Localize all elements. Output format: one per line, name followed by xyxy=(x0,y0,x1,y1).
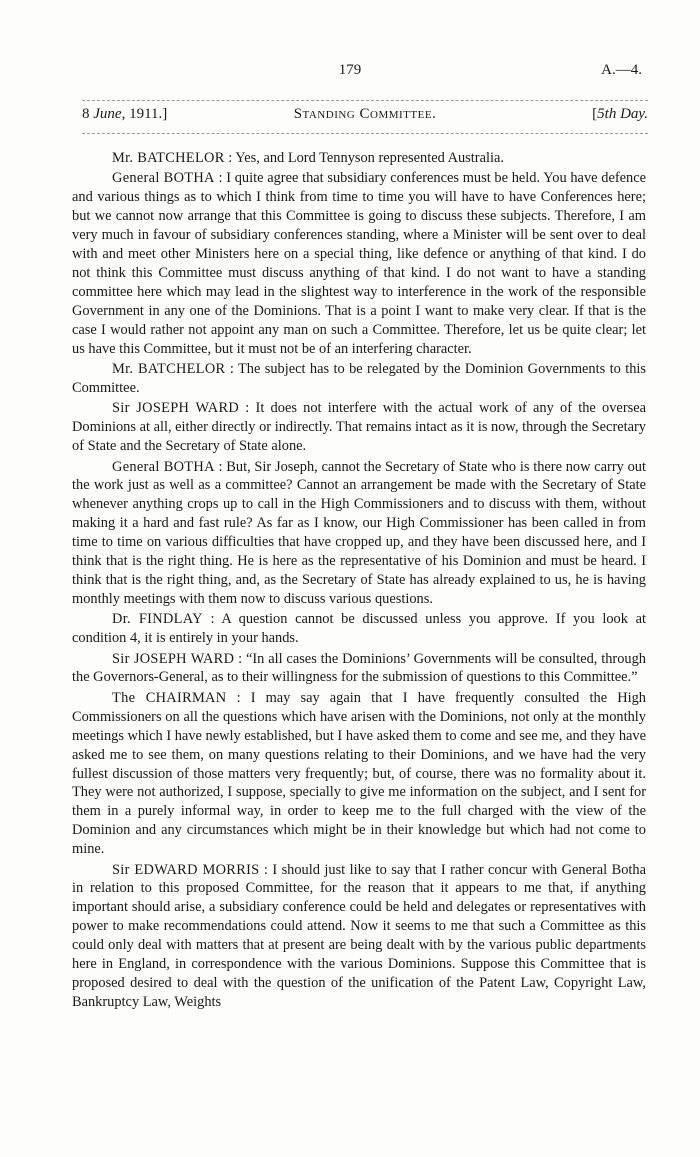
speaker-name: Sir JOSEPH WARD xyxy=(112,400,240,417)
speaker-name: General BOTHA xyxy=(112,458,215,475)
paragraph xyxy=(72,650,646,688)
speech-text: : I should just like to say that I rather concur with General Botha in relation to this proposed Committee, for the reason that it appears to me that, if anything important should arise, a subsidiary conference could be held and delegates or representatives with power to make recommendations could attend. Now it seems to me that such a Committee as this could only deal with matters that at present are being dealt with by the various public departments here in England, in correspondence with the various Dominions. Suppose this Committee that is proposed desired to deal with the question of the unification of the Patent Law, Copyright Law, Bankruptcy Law, Weights xyxy=(72,861,646,1010)
paragraph xyxy=(72,149,646,168)
speaker-name: Sir JOSEPH WARD xyxy=(112,650,235,667)
header-rule xyxy=(82,133,648,134)
speaker-name: Dr. FINDLAY xyxy=(112,611,203,628)
speech-text: : The subject has to be relegated by the Dominion Governments to this Committee. xyxy=(72,360,646,396)
running-head-day: [5th Day. xyxy=(592,106,648,122)
running-head-title: Standing Committee. xyxy=(293,106,437,122)
speech-text: : But, Sir Joseph, cannot the Secretary of State who is there now carry out the work just as well as a committee? Cannot an arrangement be made with the Secretary of State whenever anything crops up to call in the High Commissioners and to discuss with them, without making it a hard and fast rule? As far as I know, our High Commissioner has been called in from time to time on various difficulties that have cropped up, and they have been discussed here, and I think that is the right thing. He is here as the representative of his Dominion and must be heard. I think that is the right thing, and, as the Secretary of State has already explained to us, he is having monthly meetings with them now to discuss various questions. xyxy=(72,458,646,607)
paragraph xyxy=(72,458,646,609)
speech-text: : I quite agree that subsidiary conferences must be held. You have defence and various things as to which I think from time to time you will have to have Conferences here; but we cannot now arrange that this Committee is going to discuss these subjects. Therefore, I am very much in favour of subsidiary conferences standing, where a Minister will be sent over to deal with and meet other Ministers here on a special thing, like defence or anything of that kind. I do not think this Committee must discuss anything of that kind. I do not want to have a standing committee here which may lead in the slightest way to interference in the work of the responsible Government in any one of the Dominions. That is a point I want to make very clear. If that is the case I would rather not appoint any man on such a Committee. Therefore, let us be quite clear; let us have this Committee, but it must not be of an interfering character. xyxy=(72,170,646,357)
speaker-name: Sir EDWARD MORRIS xyxy=(112,861,260,878)
speech-text: : It does not interfere with the actual work of any of the oversea Dominions at all, either directly or indirectly. That remains intact as it is now, through the Secretary of State and the Secretary of State alone. xyxy=(72,400,646,455)
paragraph xyxy=(72,360,646,398)
speaker-name: The CHAIRMAN xyxy=(112,689,227,706)
paragraph xyxy=(72,861,646,1012)
running-head-date: 8 June, 1911.] xyxy=(82,106,168,122)
speaker-name: Mr. BATCHELOR xyxy=(112,360,226,377)
paragraph xyxy=(72,689,646,859)
top-rule xyxy=(82,100,648,101)
paragraph xyxy=(72,610,646,648)
speech-text: : A question cannot be discussed unless you approve. If you look at condition 4, it is entirely in your hands. xyxy=(72,611,646,647)
speech-text: : Yes, and Lord Tennyson represented Australia. xyxy=(228,150,504,166)
speaker-name: Mr. BATCHELOR xyxy=(112,150,225,166)
running-head xyxy=(82,106,648,128)
page-number: 179 xyxy=(338,62,362,78)
paragraph xyxy=(72,169,646,358)
series-code: A.—4. xyxy=(601,62,642,78)
transcript-body xyxy=(72,149,646,1013)
speaker-name: General BOTHA xyxy=(112,170,215,187)
speech-text: : “In all cases the Dominions’ Governments will be consulted, through the Governors-General, as to their willingness for the submission of questions to this Committee.” xyxy=(72,650,646,686)
speech-text: : I may say again that I have frequently consulted the High Commissioners on all the questions which have arisen with the Dominions, not only at the monthly meetings which I have newly established, but I have asked them to come and see me, and they have asked me to see them, on many questions relating to their Dominions, and we have had the very fullest discussion of those matters very frequently; but, of course, there was no formality about it. They were not authorized, I suppose, specially to give me information on the subject, and I sent for them in a purely informal way, in order to keep me to the full charged with the view of the Dominion and any circumstances which might be in their knowledge but which had not come to mine. xyxy=(72,689,646,858)
paragraph xyxy=(72,399,646,456)
